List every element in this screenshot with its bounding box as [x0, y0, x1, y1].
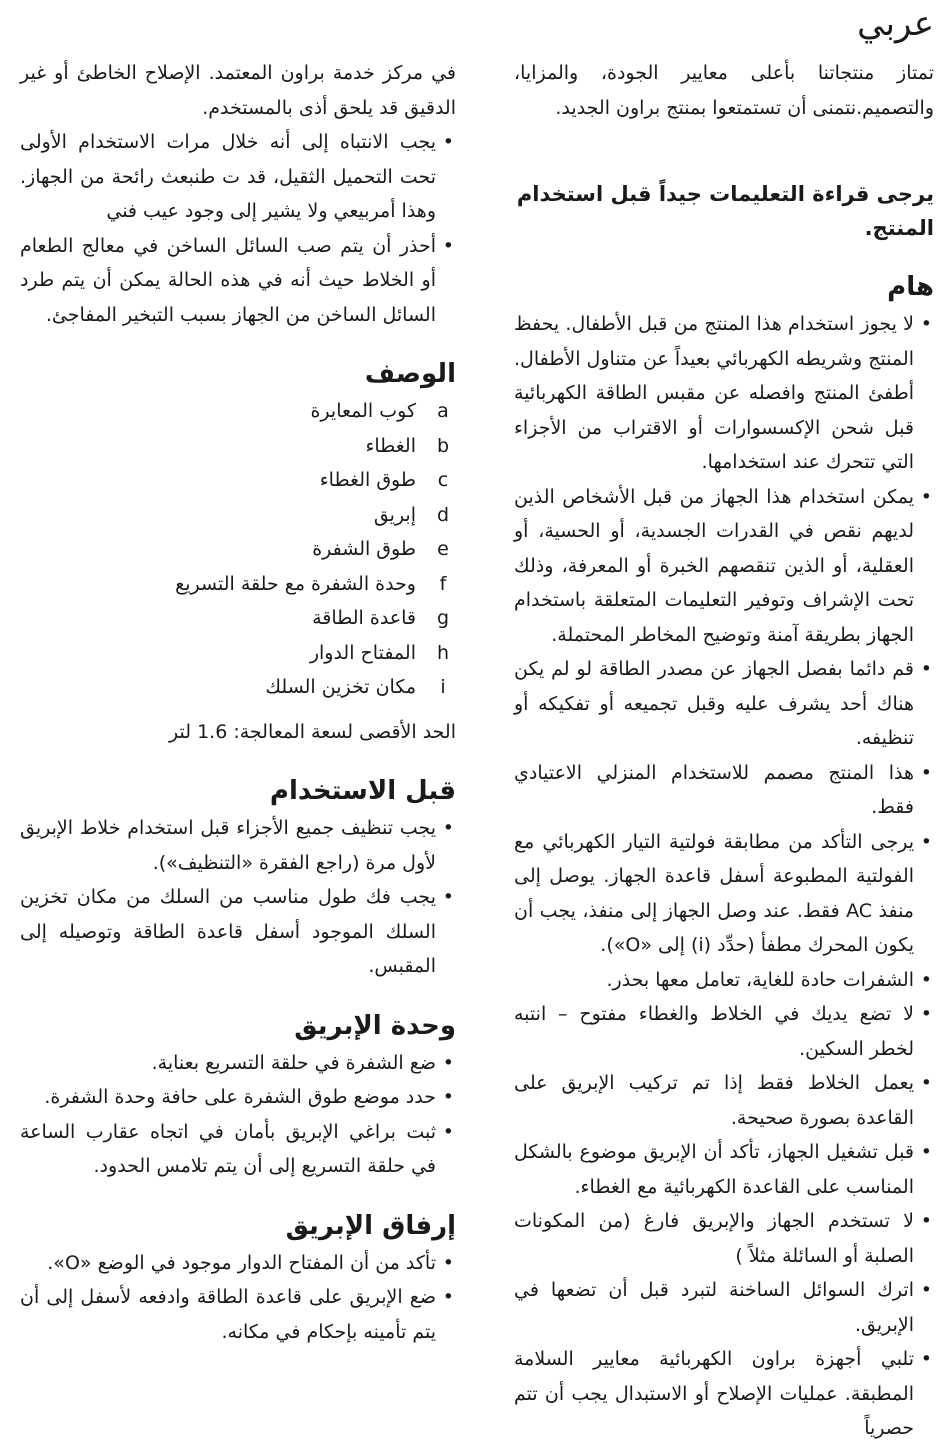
list-item: • يجب الانتباه إلى أنه خلال مرات الاستخدام الأولى تحت التحميل الثقيل، قد ت طنبعث رائحة من الجهاز. وهذا أمربيعي ولا يشير إلى وجود عيب فني — [20, 125, 456, 229]
max-capacity-text: الحد الأقصى لسعة المعالجة: 1.6 لتر — [169, 720, 456, 743]
left-column — [20, 56, 456, 1349]
list-item: • لا تستخدم الجهاز والإبريق فارغ (من المكونات الصلبة أو السائلة مثلاً ) — [514, 1204, 934, 1273]
description-item: g قاعدة الطاقة — [312, 607, 450, 629]
description-list — [20, 394, 456, 705]
right-column — [514, 56, 934, 1446]
list-item: • هذا المنتج مصمم للاستخدام المنزلي الاعتيادي فقط. — [514, 756, 934, 825]
list-item: • لا تضع يديك في الخلاط والغطاء مفتوح – انتبه لخطر السكين. — [514, 997, 934, 1066]
continuation-paragraph: في مركز خدمة براون المعتمد. الإصلاح الخاطئ أو غير الدقيق قد يلحق أذى بالمستخدم. — [20, 62, 456, 119]
list-item: • يعمل الخلاط فقط إذا تم تركيب الإبريق على القاعدة بصورة صحيحة. — [514, 1066, 934, 1135]
list-item: • قم دائما بفصل الجهاز عن مصدر الطاقة لو لم يكن هناك أحد يشرف عليه وقبل تجميعه أو تفكيكه أو تنظيفه. — [514, 652, 934, 756]
continuation-list — [20, 125, 456, 332]
list-item: • اترك السوائل الساخنة لتبرد قبل أن تضعها في الإبريق. — [514, 1273, 934, 1342]
description-item: f وحدة الشفرة مع حلقة التسريع — [175, 572, 447, 595]
list-item: • قبل تشغيل الجهاز، تأكد أن الإبريق موضوع بالشكل المناسب على القاعدة الكهربائية مع الغطاء. — [514, 1135, 934, 1204]
list-item: • يجب تنظيف جميع الأجزاء قبل استخدام خلاط الإبريق لأول مرة (راجع الفقرة «التنظيف»). — [20, 811, 456, 880]
list-item: • لا يجوز استخدام هذا المنتج من قبل الأطفال. يحفظ المنتج وشريطه الكهربائي بعيداً عن متناول الأطفال. أطفئ المنتج وافصله عن مقبس الطاقة الكهربائية قبل شحن الإكسسوارات أو الاقتراب من الأجزاء التي تتحرك عند استخدامها. — [514, 307, 934, 480]
list-item: • تأكد من أن المفتاح الدوار موجود في الوضع «O». — [20, 1246, 456, 1281]
before-use-heading: قبل الاستخدام — [269, 776, 456, 806]
list-item: • أحذر أن يتم صب السائل الساخن في معالج الطعام أو الخلاط حيث أنه في هذه الحالة يمكن أن يتم طرد السائل الساخن من الجهاز بسبب التبخير المفاجئ. — [20, 229, 456, 333]
description-item: c طوق الغطاء — [319, 469, 449, 491]
jug-unit-heading: وحدة الإبريق — [294, 1010, 456, 1041]
list-item: • يمكن استخدام هذا الجهاز من قبل الأشخاص الذين لديهم نقص في القدرات الجسدية، أو الحسية، أو العقلية، أو الذين تنقصهم الخبرة أو المعرفة، وذلك تحت الإشراف وتوفير التعليمات المتعلقة باستخدام الجهاز بطريقة آمنة وتوضيح المخاطر المحتملة. — [514, 480, 934, 653]
list-item: • يجب فك طول مناسب من السلك من مكان تخزين السلك الموجود أسفل قاعدة الطاقة وتوصيله إلى المقبس. — [20, 880, 456, 984]
list-item: • ضع الشفرة في حلقة التسريع بعناية. — [20, 1046, 456, 1081]
description-item: d إبريق — [373, 503, 450, 526]
list-item: • الشفرات حادة للغاية، تعامل معها بحذر. — [514, 963, 934, 998]
description-item: b الغطاء — [365, 434, 450, 457]
jug-unit-list — [20, 1046, 456, 1184]
intro-paragraph: تمتاز منتجاتنا بأعلى معايير الجودة، والمزايا، والتصميم.نتمنى أن تستمتعوا بمنتج براون الجديد. — [514, 62, 934, 119]
description-heading: الوصف — [364, 359, 456, 389]
attach-jug-list — [20, 1246, 456, 1350]
list-item: • يرجى التأكد من مطابقة فولتية التيار الكهربائي مع الفولتية المطبوعة أسفل قاعدة الجهاز. يوصل إلى منفذ AC فقط. عند وصل الجهاز إلى منفذ، يجب أن يكون المحرك مطفأ (حدِّد (i) إلى «O»). — [514, 825, 934, 963]
description-item: i مكان تخزين السلك — [265, 676, 446, 698]
description-item: e طوق الشفرة — [312, 538, 449, 560]
list-item: • حدد موضع طوق الشفرة على حافة وحدة الشفرة. — [20, 1080, 456, 1115]
description-item: h المفتاح الدوار — [309, 641, 450, 664]
list-item: • ضع الإبريق على قاعدة الطاقة وادفعه لأسفل إلى أن يتم تأمينه بإحكام في مكانه. — [20, 1280, 456, 1349]
read-instructions-heading: يرجى قراءة التعليمات جيداً قبل استخدام المنتج. — [516, 182, 934, 240]
list-item: • تلبي أجهزة براون الكهربائية معايير السلامة المطبقة. عمليات الإصلاح أو الاستبدال يجب أن تتم حصرياً — [514, 1342, 934, 1446]
attach-jug-heading: إرفاق الإبريق — [285, 1210, 456, 1241]
before-use-list — [20, 811, 456, 984]
important-heading: هام — [887, 272, 934, 302]
list-item: • ثبت براغي الإبريق بأمان في اتجاه عقارب الساعة في حلقة التسريع إلى أن يتم تلامس الحدود. — [20, 1115, 456, 1184]
description-item: a كوب المعايرة — [310, 400, 449, 422]
page-title: عربي — [857, 4, 934, 44]
important-list — [514, 307, 934, 1446]
